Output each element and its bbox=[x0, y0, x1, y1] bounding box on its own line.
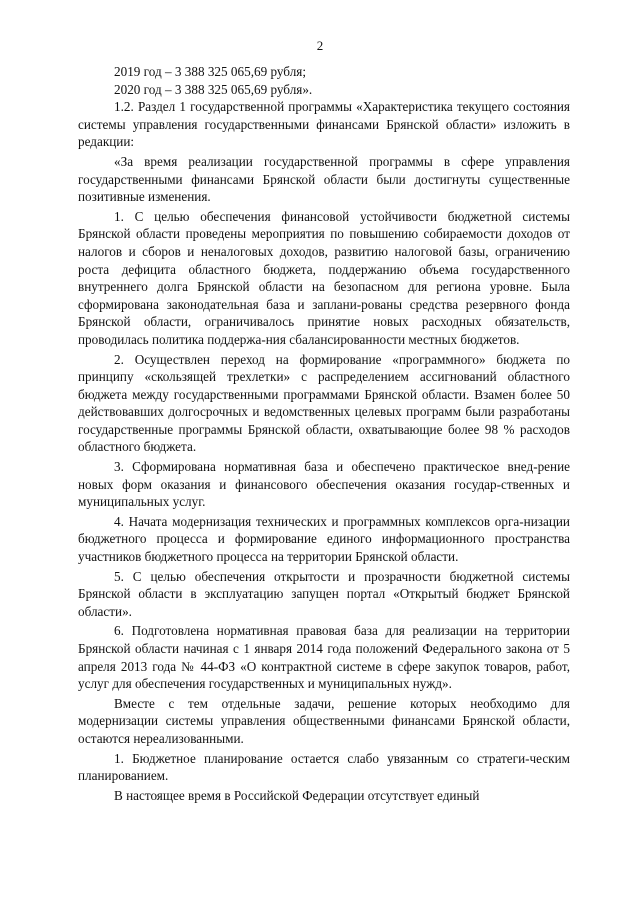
paragraph-line-2020: 2020 год – 3 388 325 065,69 рубля». bbox=[114, 81, 313, 97]
paragraph-line-2019: 2019 год – 3 388 325 065,69 рубля; bbox=[114, 64, 307, 79]
document-body bbox=[78, 63, 570, 806]
paragraph-para-last: В настоящее время в Российской Федерации отсутствует единый bbox=[114, 787, 480, 803]
page-number: 2 bbox=[316, 38, 324, 53]
paragraph-para-intro: «За время реализации государственной программы в сфере управления государственными финансами Брянской области были достигнуты существенные позитивные изменения. bbox=[78, 153, 570, 205]
paragraph-para-1: 1. С целью обеспечения финансовой устойчивости бюджетной системы Брянской области проведены мероприятия по повышению собираемости доходов от налогов и сборов и неналоговых доходов, развитию налоговой базы, ограничению роста дефицита областного бюджета, поддержанию объема государственного внутреннего долга Брянской области на безопасном для региона уровне. Была сформирована законодательная база и заплани-рованы средства резервного фонда Брянской области, ограничивалось принятие новых расходных обязательств, проводилась политика поддержа-ния сбалансированности местных бюджетов. bbox=[78, 208, 570, 347]
paragraph-para-1-2: 1.2. Раздел 1 государственной программы «Характеристика текущего состояния системы управления государственными финансами Брянской области» изложить в редакции: bbox=[78, 99, 570, 150]
paragraph-para-6: 6. Подготовлена нормативная правовая база для реализации на территории Брянской области начиная с 1 января 2014 года положений Федерального закона от 5 апреля 2013 года № 44-ФЗ «О контрактной системе в сфере закупок товаров, работ, услуг для обеспечения государственных и муниципальных нужд». bbox=[78, 623, 570, 692]
paragraph-para-t1: 1. Бюджетное планирование остается слабо увязанным со стратеги-ческим планированием. bbox=[78, 750, 570, 784]
paragraph-para-5: 5. С целью обеспечения открытости и прозрачности бюджетной системы Брянской области в эксплуатацию запущен портал «Открытый бюджет Брянской области». bbox=[78, 568, 570, 619]
paragraph-para-tasks: Вместе с тем отдельные задачи, решение которых необходимо для модернизации системы управления общественными финансами Брянской области, остаются нереализованными. bbox=[78, 695, 570, 746]
paragraph-para-2: 2. Осуществлен переход на формирование «программного» бюджета по принципу «скользящей трехлетки» с распределением ассигнований областного бюджета между государственными программами Брянской области. Взамен более 50 действовавших долгосрочных и ведомственных целевых программ были разработаны государственные программы Брянской области, охватывающие более 98 % расходов областного бюджета. bbox=[78, 351, 570, 455]
paragraph-para-4: 4. Начата модернизация технических и программных комплексов орга-низации бюджетного процесса и формирование единого информационного пространства участников бюджетного процесса на территории Брянской области. bbox=[78, 513, 570, 565]
paragraph-para-3: 3. Сформирована нормативная база и обеспечено практическое внед-рение новых форм оказания и финансового обеспечения оказания государ-ственных и муниципальных услуг. bbox=[78, 459, 570, 510]
